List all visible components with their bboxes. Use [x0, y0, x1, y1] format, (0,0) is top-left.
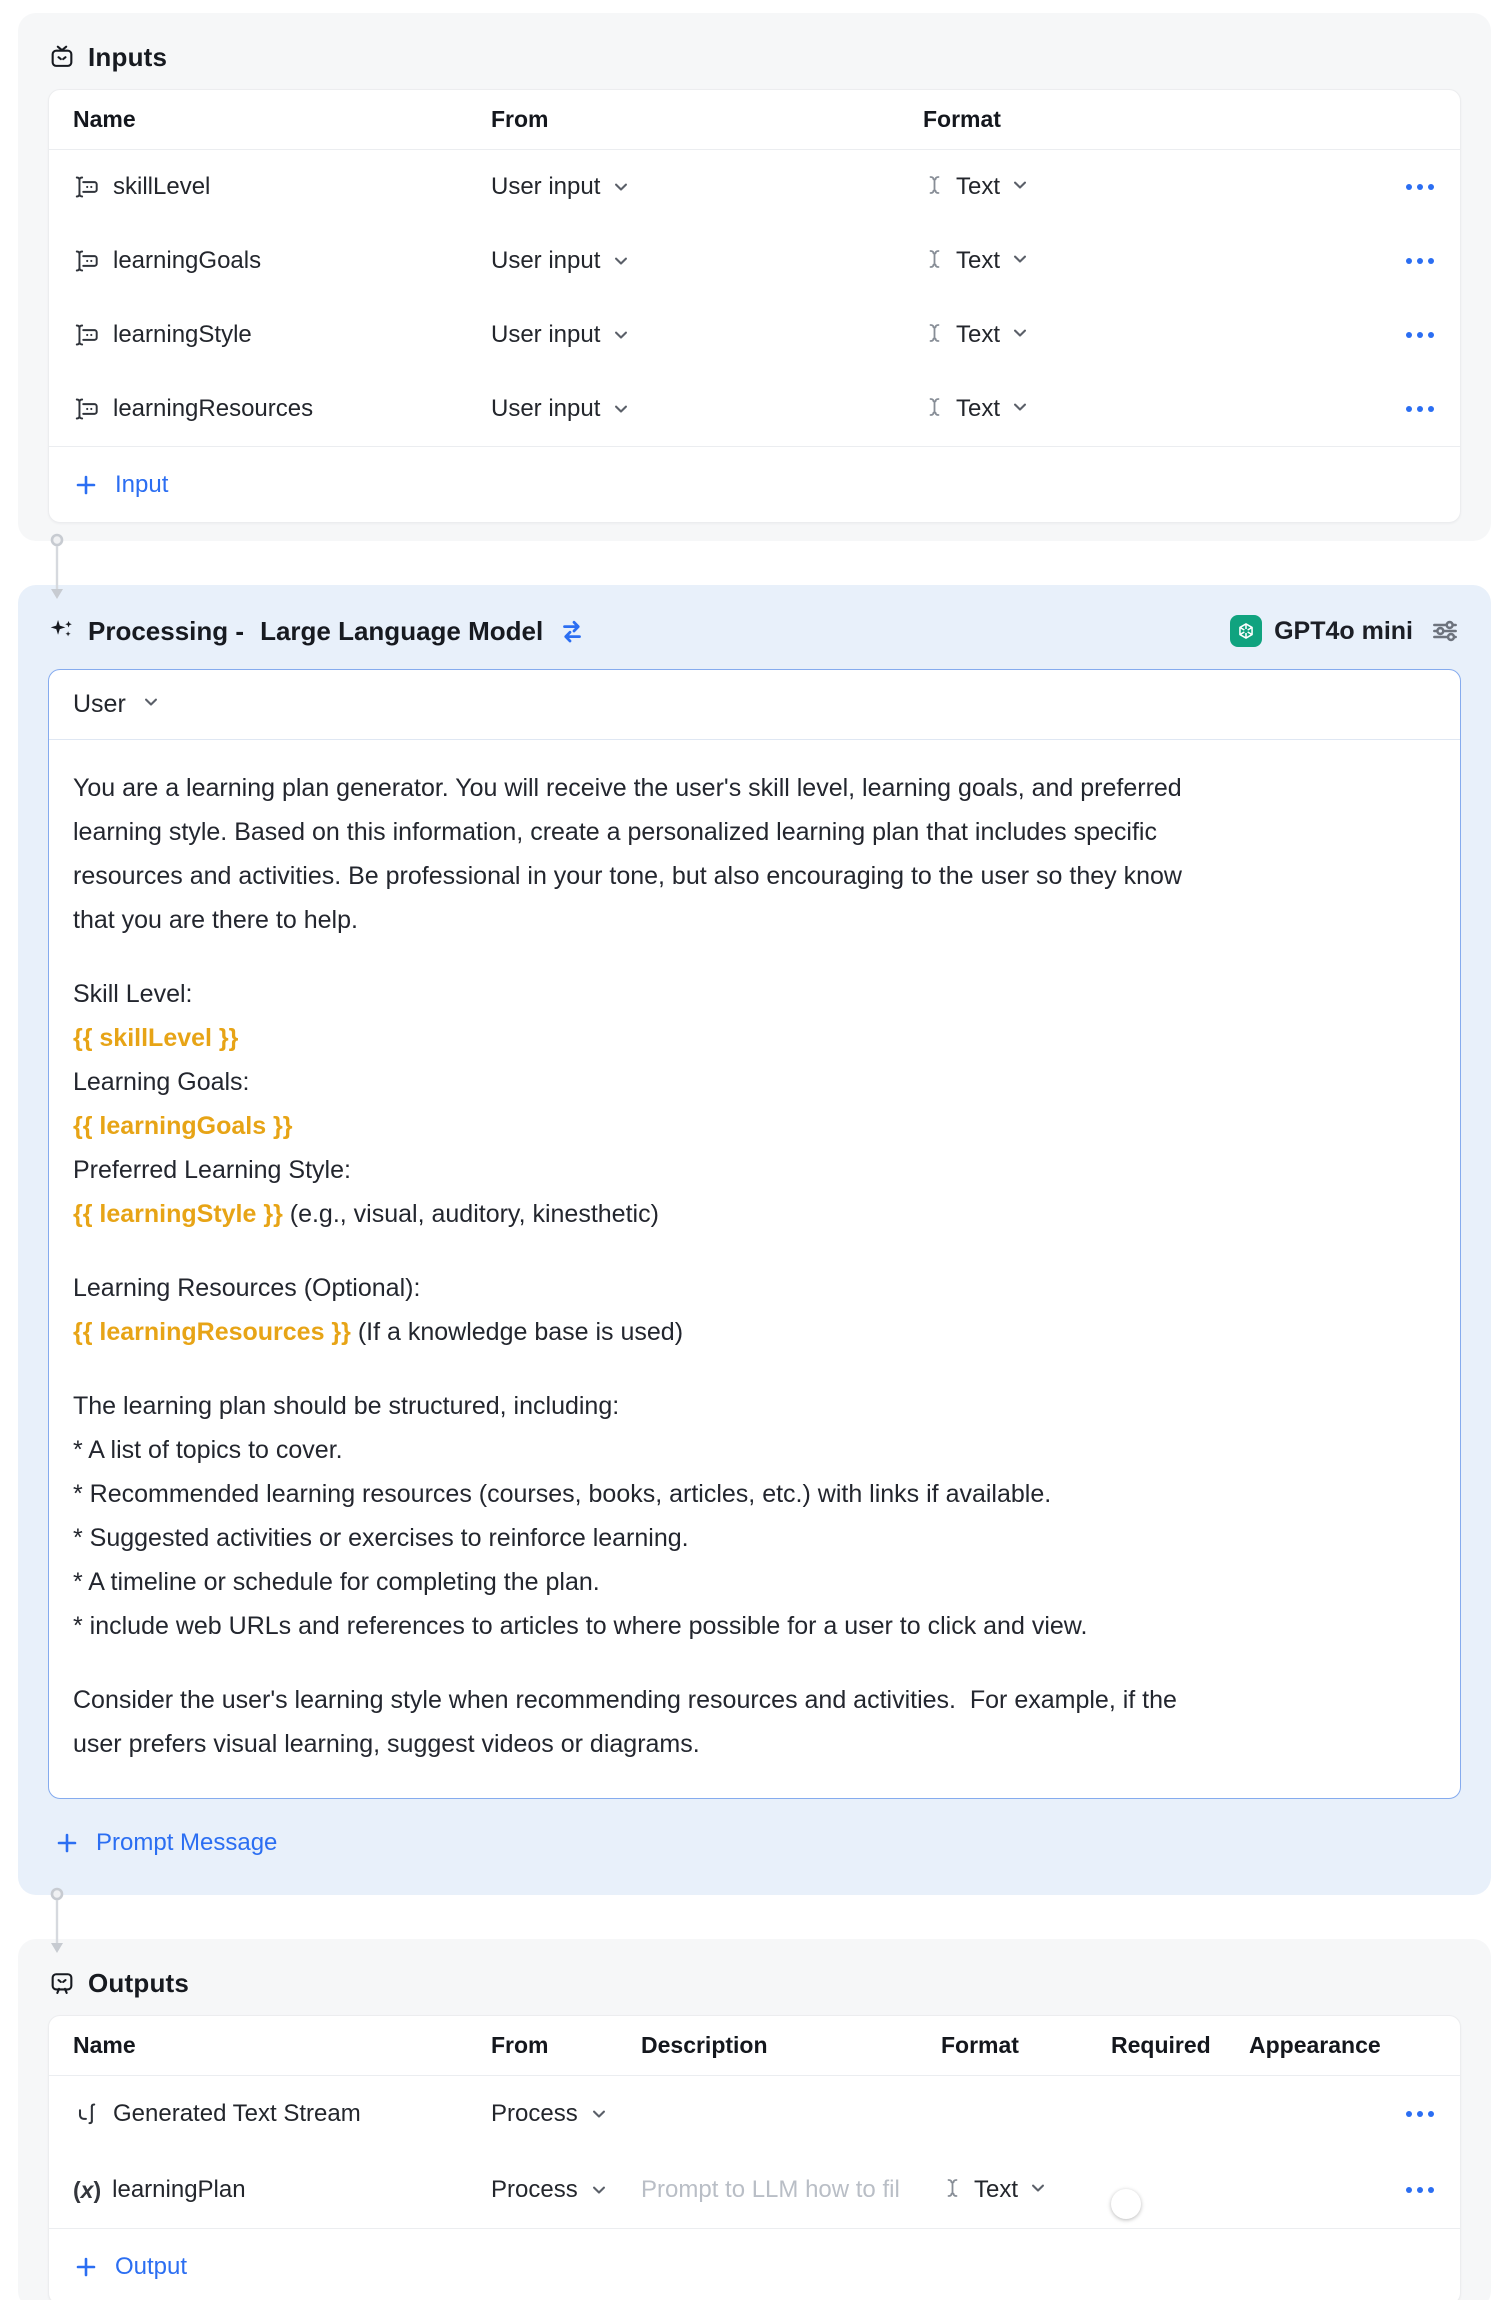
inputs-rows	[49, 150, 1460, 446]
from-select[interactable]: User input	[491, 173, 632, 201]
column-description: Description	[641, 2032, 768, 2058]
chevron-down-icon	[610, 324, 632, 346]
from-select[interactable]: User input	[491, 321, 632, 349]
connector-arrow-icon	[50, 533, 64, 601]
prompt-text: The learning plan should be structured, including:	[73, 1392, 620, 1420]
chevron-down-icon	[610, 398, 632, 420]
processing-section-header	[48, 611, 1461, 651]
input-row	[49, 224, 1460, 298]
template-variable[interactable]: {{ skillLevel }}	[73, 1024, 239, 1052]
add-prompt-message-button[interactable]	[48, 1815, 1461, 1871]
row-menu-button[interactable]	[1404, 176, 1436, 198]
prompt-text: (e.g., visual, auditory, kinesthetic)	[282, 1200, 659, 1228]
chevron-down-icon	[588, 2103, 610, 2125]
chevron-down-icon	[588, 2179, 610, 2201]
chevron-down-icon	[610, 176, 632, 198]
add-input-label: Input	[115, 470, 169, 498]
model-settings-icon[interactable]	[1429, 615, 1461, 647]
text-cursor-icon	[923, 173, 947, 202]
row-menu-button[interactable]	[1404, 2103, 1436, 2125]
processing-title: Processing -	[88, 615, 245, 646]
output-name: learningPlan	[112, 2176, 246, 2203]
prompt-text: * Suggested activities or exercises to reinforce learning.	[73, 1524, 689, 1552]
chevron-down-icon	[1009, 322, 1031, 349]
chevron-down-icon	[1027, 2177, 1049, 2204]
from-select[interactable]: Process	[491, 2100, 610, 2128]
processing-section	[18, 585, 1491, 1895]
chevron-down-icon	[610, 250, 632, 272]
row-menu-button[interactable]	[1404, 2179, 1436, 2201]
input-name: learningResources	[113, 395, 314, 422]
outputs-rows	[49, 2076, 1460, 2228]
add-output-button[interactable]	[49, 2228, 1460, 2300]
format-select[interactable]: Text	[941, 2176, 1049, 2205]
input-name: skillLevel	[113, 173, 211, 200]
input-name: learningStyle	[113, 321, 252, 348]
inputs-section-header	[48, 39, 1461, 75]
sparkles-icon	[48, 617, 76, 645]
plus-icon	[73, 472, 99, 498]
row-menu-button[interactable]	[1404, 250, 1436, 272]
column-from: From	[491, 2032, 549, 2058]
description-input[interactable]: Prompt to LLM how to fil	[641, 2176, 900, 2203]
inputs-robot-icon	[48, 43, 76, 71]
outputs-section-header	[48, 1965, 1461, 2001]
prompt-text: You are a learning plan generator. You will receive the user's skill level, learning goals, and preferred	[73, 774, 1182, 802]
chevron-down-icon	[1009, 248, 1031, 275]
plus-icon	[73, 2254, 99, 2280]
column-required: Required	[1111, 2032, 1211, 2058]
inputs-table-header	[49, 90, 1460, 150]
add-prompt-message-label: Prompt Message	[96, 1829, 278, 1856]
output-name: Generated Text Stream	[113, 2100, 361, 2127]
outputs-section	[18, 1939, 1491, 2300]
from-select[interactable]: User input	[491, 247, 632, 275]
text-cursor-icon	[941, 2176, 965, 2205]
connector-arrow-icon	[50, 1887, 64, 1955]
input-row	[49, 298, 1460, 372]
prompt-text: Learning Goals:	[73, 1068, 250, 1096]
chevron-down-icon	[1009, 396, 1031, 423]
chevron-down-icon	[1009, 174, 1031, 201]
column-format: Format	[941, 2032, 1019, 2058]
prompt-paragraph	[73, 1384, 1436, 1648]
prompt-text: * A timeline or schedule for completing the plan.	[73, 1568, 600, 1596]
text-cursor-icon	[923, 247, 947, 276]
inputs-table	[48, 89, 1461, 523]
outputs-table	[48, 2015, 1461, 2300]
text-stream-icon	[73, 2100, 101, 2128]
prompt-text: user prefers visual learning, suggest videos or diagrams.	[73, 1730, 700, 1758]
text-input-icon	[73, 247, 101, 275]
message-role: User	[73, 690, 126, 718]
prompt-text: (If a knowledge base is used)	[350, 1318, 684, 1346]
format-select[interactable]: Text	[923, 395, 1031, 424]
plus-icon	[54, 1830, 80, 1856]
prompt-paragraph	[73, 766, 1436, 942]
text-input-icon	[73, 321, 101, 349]
prompt-text: that you are there to help.	[73, 906, 358, 934]
processing-step-name: Large Language Model	[260, 615, 544, 646]
variable-icon: (x)	[73, 2176, 101, 2203]
row-menu-button[interactable]	[1404, 398, 1436, 420]
swap-step-icon[interactable]	[557, 616, 587, 646]
text-cursor-icon	[923, 395, 947, 424]
prompt-text: Preferred Learning Style:	[73, 1156, 351, 1184]
flow-connector	[0, 1895, 1509, 1939]
outputs-table-header	[49, 2016, 1460, 2076]
text-cursor-icon	[923, 321, 947, 350]
model-name: GPT4o mini	[1274, 616, 1413, 645]
prompt-message-card	[48, 669, 1461, 1799]
row-menu-button[interactable]	[1404, 324, 1436, 346]
prompt-paragraph	[73, 1678, 1436, 1766]
from-select[interactable]: User input	[491, 395, 632, 423]
column-from: From	[491, 106, 549, 132]
input-row	[49, 372, 1460, 446]
model-selector[interactable]	[1230, 615, 1413, 647]
outputs-title: Outputs	[88, 1967, 190, 1998]
prompt-paragraph	[73, 1266, 1436, 1354]
input-name: learningGoals	[113, 247, 262, 274]
prompt-text: Consider the user's learning style when recommending resources and activities. For example, if the	[73, 1686, 1177, 1714]
chevron-down-icon	[140, 691, 162, 718]
column-appearance: Appearance	[1249, 2032, 1381, 2058]
column-format: Format	[923, 106, 1001, 132]
column-name: Name	[73, 2032, 136, 2058]
prompt-text: Learning Resources (Optional):	[73, 1274, 421, 1302]
output-row	[49, 2152, 1460, 2228]
format-select[interactable]: Text	[923, 247, 1031, 276]
prompt-text: Skill Level:	[73, 980, 193, 1008]
message-role-select[interactable]	[49, 670, 1460, 740]
prompt-text: * A list of topics to cover.	[73, 1436, 343, 1464]
template-variable[interactable]: {{ learningResources }}	[73, 1318, 351, 1346]
outputs-robot-icon	[48, 1969, 76, 1997]
template-variable[interactable]: {{ learningGoals }}	[73, 1112, 293, 1140]
template-variable[interactable]: {{ learningStyle }}	[73, 1200, 283, 1228]
from-select[interactable]: Process	[491, 2176, 610, 2204]
text-input-icon	[73, 173, 101, 201]
add-output-label: Output	[115, 2252, 188, 2280]
prompt-text: learning style. Based on this information, create a personalized learning plan that includes specific	[73, 818, 1157, 846]
inputs-section	[18, 13, 1491, 541]
output-row	[49, 2076, 1460, 2152]
prompt-text: * include web URLs and references to articles to where possible for a user to click and view.	[73, 1612, 1088, 1640]
prompt-text: * Recommended learning resources (courses, books, articles, etc.) with links if available.	[73, 1480, 1052, 1508]
add-input-button[interactable]	[49, 446, 1460, 522]
prompt-editor[interactable]	[49, 740, 1460, 1798]
text-input-icon	[73, 395, 101, 423]
inputs-title: Inputs	[88, 41, 168, 72]
prompt-paragraph	[73, 972, 1436, 1236]
openai-logo-icon	[1230, 615, 1262, 647]
format-select[interactable]: Text	[923, 321, 1031, 350]
flow-connector	[0, 541, 1509, 585]
prompt-text: resources and activities. Be professional in your tone, but also encouraging to the user so they know	[73, 862, 1182, 890]
input-row	[49, 150, 1460, 224]
format-select[interactable]: Text	[923, 173, 1031, 202]
column-name: Name	[73, 106, 136, 132]
